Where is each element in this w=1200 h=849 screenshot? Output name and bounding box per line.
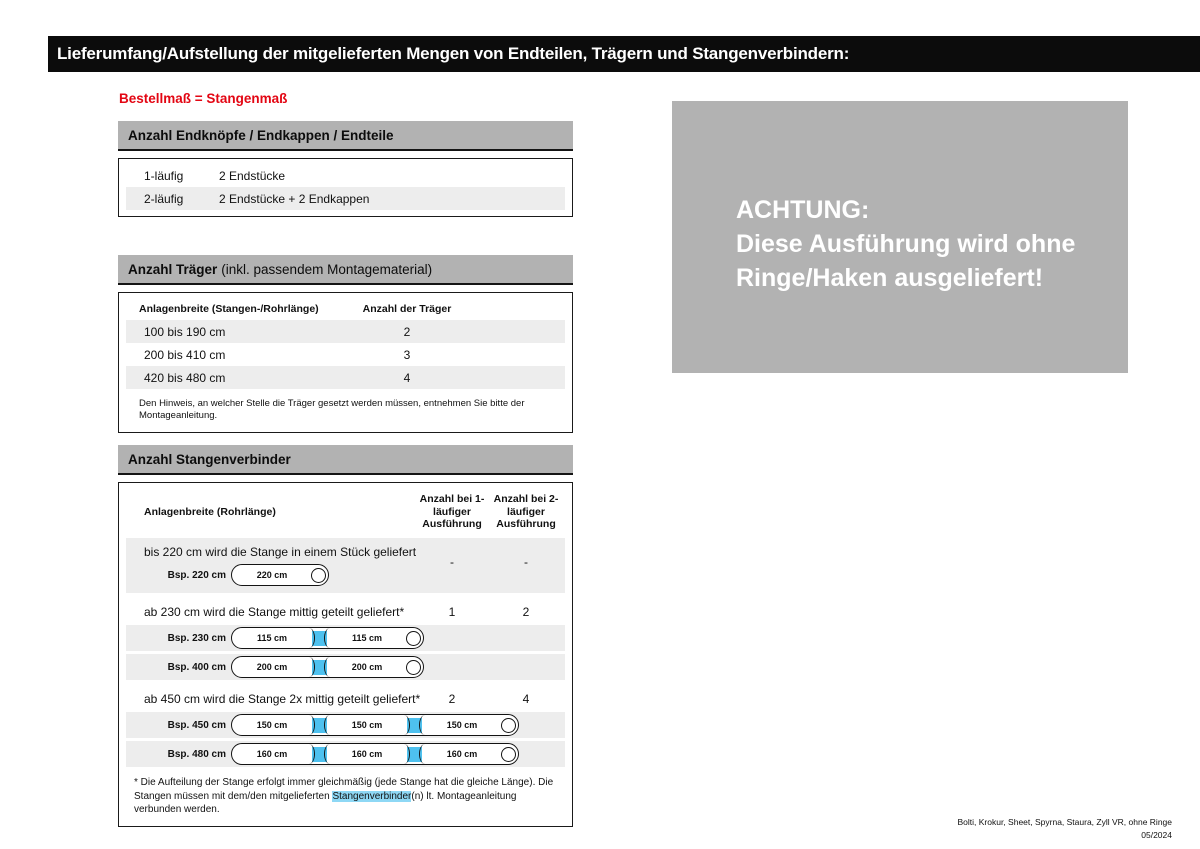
verbinder-group-heading-ab-450 <box>126 689 565 709</box>
example-label: Bsp. 400 cm <box>167 661 226 673</box>
rod-segment-label: 160 cm <box>256 749 288 759</box>
group-heading: bis 220 cm wird die Stange in einem Stück geliefert <box>144 545 417 559</box>
section-title-verbinder-label: Anzahl Stangenverbinder <box>128 451 291 467</box>
achtung-notice-box <box>672 101 1128 373</box>
table-header-row <box>126 489 565 535</box>
rod-connector-icon <box>312 747 327 762</box>
verbinder-group-bis-220 <box>126 538 565 593</box>
rod-segment-label: 150 cm <box>256 720 288 730</box>
example-label: Bsp. 220 cm <box>167 569 226 581</box>
col-header-2laeufig: Anzahl bei 2-läufiger Ausführung <box>493 493 559 531</box>
rod-endcap-icon <box>311 568 326 583</box>
rod-segment-label: 115 cm <box>256 633 288 643</box>
table-header-row <box>126 298 565 320</box>
count-1laeufig: - <box>450 555 454 569</box>
rod-connector-icon <box>312 660 327 675</box>
breite-value: 200 bis 410 cm <box>144 347 226 362</box>
group-heading: ab 230 cm wird die Stange mittig geteilt geliefert* <box>144 605 405 619</box>
breite-value: 420 bis 480 cm <box>144 370 226 385</box>
count-2laeufig: 2 <box>522 605 530 619</box>
group-heading: ab 450 cm wird die Stange 2x mittig geteilt geliefert* <box>144 692 421 706</box>
footer-date: 05/2024 <box>1141 830 1172 841</box>
rod-diagram <box>231 627 424 649</box>
endteile-row-value: 2 Endstücke + 2 Endkappen <box>219 191 370 206</box>
table-row <box>126 187 565 210</box>
rod-segment-label: 160 cm <box>446 749 478 759</box>
example-row <box>126 625 565 651</box>
rod-segment-label: 160 cm <box>351 749 383 759</box>
example-row <box>126 654 565 680</box>
example-label: Bsp. 480 cm <box>167 748 226 760</box>
verbinder-group-heading-ab-230 <box>126 602 565 622</box>
rod-segment-label: 200 cm <box>256 662 288 672</box>
rod-diagram <box>231 564 329 586</box>
order-size-note: Bestellmaß = Stangenmaß <box>119 91 288 106</box>
rod-segment-label: 200 cm <box>351 662 383 672</box>
col-header-anlagenbreite: Anlagenbreite (Stangen-/Rohrlänge) <box>139 303 319 315</box>
notice-line: Ringe/Haken ausgeliefert! <box>736 264 1044 292</box>
rod-segment-label: 150 cm <box>351 720 383 730</box>
count-1laeufig: 1 <box>448 605 456 619</box>
example-row <box>126 741 565 767</box>
traeger-note: Den Hinweis, an welcher Stelle die Träger gesetzt werden müssen, entnehmen Sie bitte der Montageanleitung. <box>139 398 525 422</box>
breite-value: 100 bis 190 cm <box>144 324 226 339</box>
rod-segment-label: 150 cm <box>446 720 478 730</box>
rod-endcap-icon <box>406 631 421 646</box>
anzahl-value: 3 <box>403 347 411 362</box>
verbinder-footnote <box>126 776 566 817</box>
rod-endcap-icon <box>501 718 516 733</box>
section-title-traeger <box>118 255 573 285</box>
footnote-text: * Die Aufteilung der Stange erfolgt immer gleichmäßig (jede Stange hat die gleiche Länge). Die Stangen müssen mit dem/den mitgelieferten <box>134 777 554 802</box>
example-label: Bsp. 230 cm <box>167 632 226 644</box>
example-row <box>126 712 565 738</box>
col-header-1laeufig: Anzahl bei 1-läufiger Ausführung <box>419 493 485 531</box>
anzahl-value: 4 <box>403 370 411 385</box>
rod-diagram <box>231 714 519 736</box>
rod-endcap-icon <box>406 660 421 675</box>
footer-models: Bolti, Krokur, Sheet, Spyrna, Staura, Zyll VR, ohne Ringe <box>957 817 1172 827</box>
table-row <box>126 366 565 389</box>
endteile-row-label: 1-läufig <box>144 168 184 183</box>
section-title-endteile <box>118 121 573 151</box>
example-label: Bsp. 450 cm <box>167 719 226 731</box>
section-title-endteile-label: Anzahl Endknöpfe / Endkappen / Endteile <box>128 127 394 143</box>
rod-diagram <box>231 656 424 678</box>
rod-endcap-icon <box>501 747 516 762</box>
anzahl-value: 2 <box>403 324 411 339</box>
table-row <box>126 343 565 366</box>
count-1laeufig: 2 <box>448 692 456 706</box>
rod-diagram <box>231 743 519 765</box>
notice-line: ACHTUNG: <box>736 196 870 224</box>
col-header-anlagenbreite: Anlagenbreite (Rohrlänge) <box>144 506 276 518</box>
verbinder-table <box>118 482 573 827</box>
footnote-highlight: Stangenverbinder <box>332 790 412 802</box>
document-footer <box>958 816 1173 842</box>
section-title-traeger-normal: (inkl. passendem Montagematerial) <box>221 261 433 277</box>
endteile-row-label: 2-läufig <box>144 191 184 206</box>
section-title-verbinder <box>118 445 573 475</box>
count-2laeufig: 4 <box>522 692 530 706</box>
table-row <box>126 320 565 343</box>
page-title: Lieferumfang/Aufstellung der mitgelieferten Mengen von Endteilen, Trägern und Stangenverbindern: <box>57 44 850 63</box>
rod-segment-label: 220 cm <box>256 570 288 580</box>
rod-connector-icon <box>312 718 327 733</box>
footnote-text: (n) lt. Montageanleitung verbunden werden. <box>134 790 517 815</box>
endteile-row-value: 2 Endstücke <box>219 168 286 183</box>
notice-line: Diese Ausführung wird ohne <box>736 230 1076 258</box>
rod-segment-label: 115 cm <box>351 633 383 643</box>
rod-connector-icon <box>312 631 327 646</box>
col-header-anzahl-traeger: Anzahl der Träger <box>362 303 452 315</box>
traeger-table <box>118 292 573 433</box>
section-title-traeger-bold: Anzahl Träger <box>128 261 218 277</box>
rod-connector-icon <box>407 718 422 733</box>
table-row <box>126 164 565 187</box>
rod-connector-icon <box>407 747 422 762</box>
count-2laeufig: - <box>524 555 528 569</box>
page-title-bar <box>48 36 1200 72</box>
endteile-table <box>118 158 573 217</box>
